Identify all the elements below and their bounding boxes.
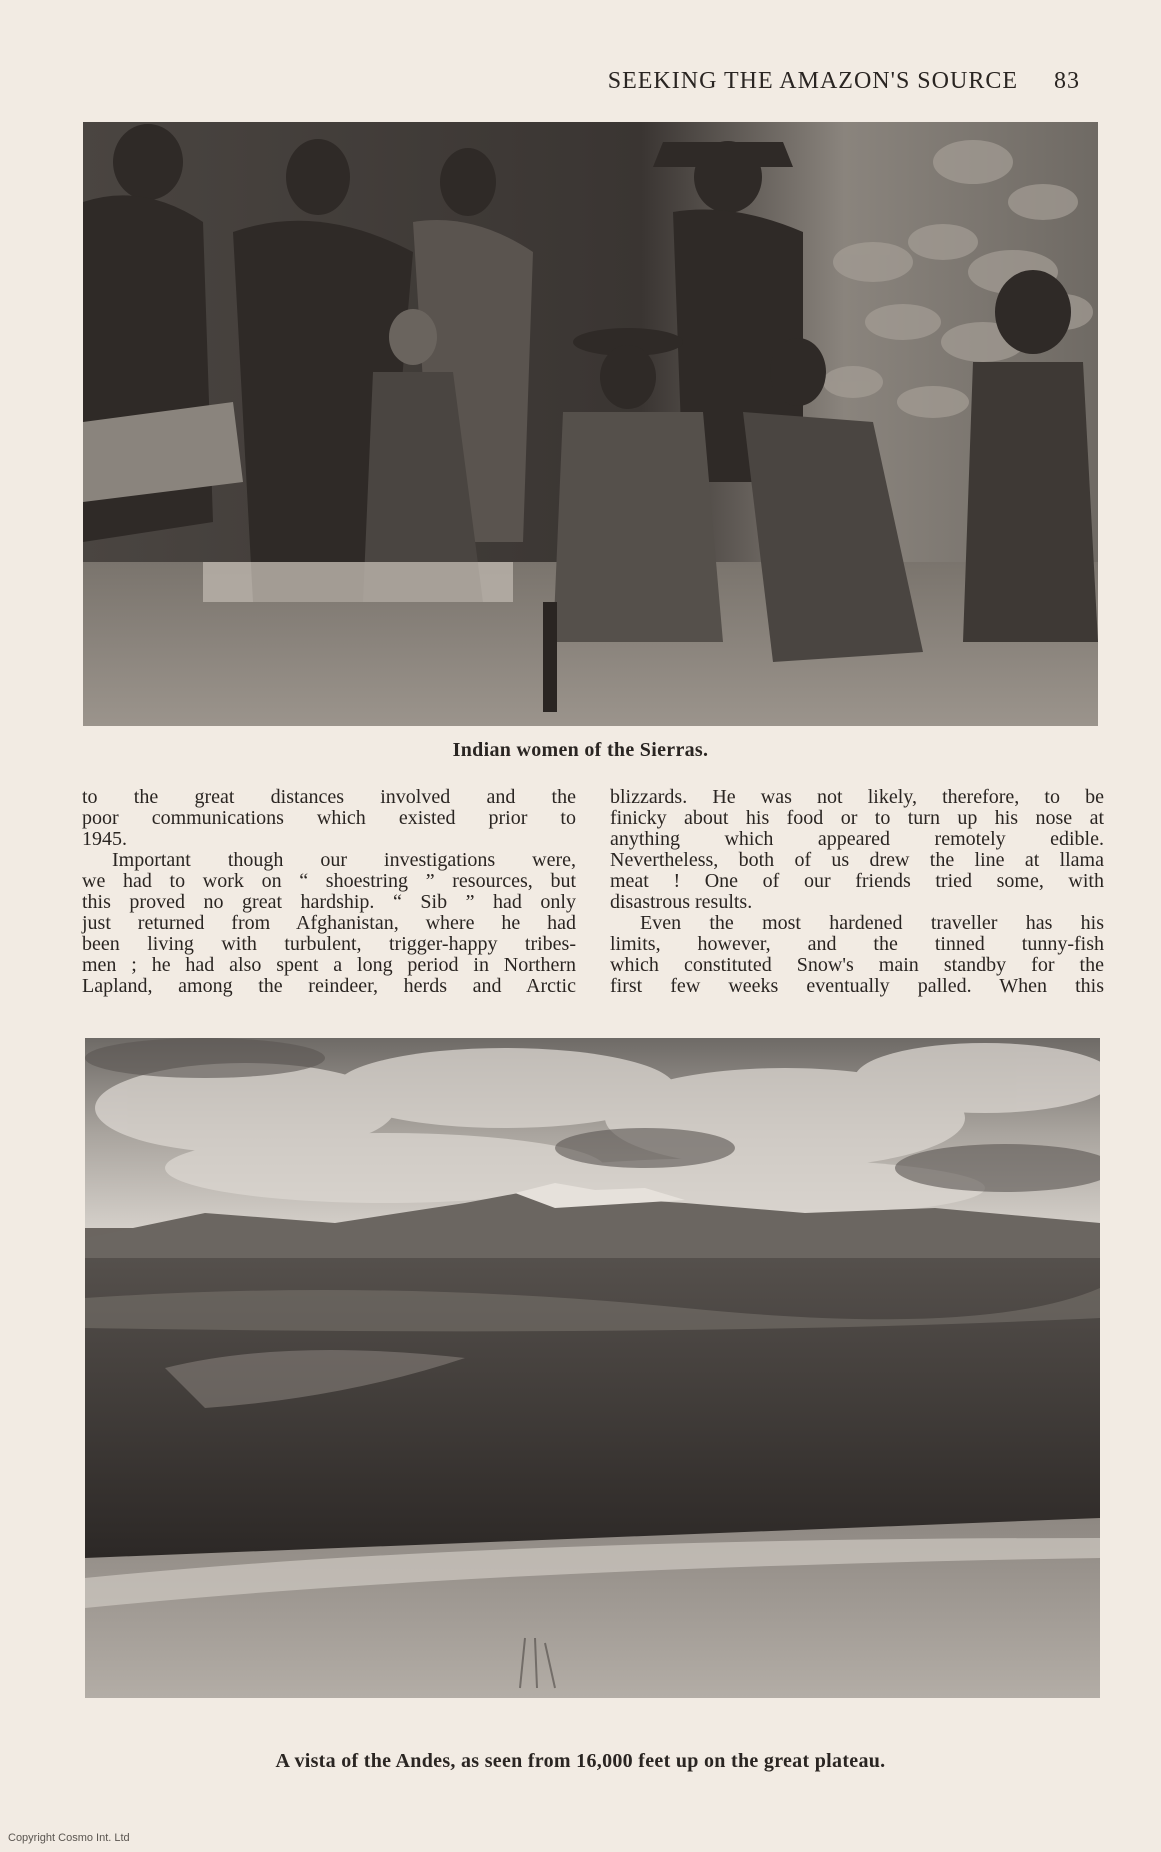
text-line: this proved no great hardship. “ Sib ” had only [82, 891, 576, 913]
text-line: anything which appeared remotely edible. [610, 828, 1104, 850]
text-line: been living with turbulent, trigger-happy tribes- [82, 933, 576, 955]
paragraph [82, 850, 576, 997]
paragraph [610, 913, 1104, 997]
paragraph [82, 787, 576, 850]
text-line: first few weeks eventually palled. When this [610, 975, 1104, 997]
text-line: 1945. [82, 828, 127, 850]
running-header [500, 68, 1080, 95]
text-line: disastrous results. [610, 891, 753, 913]
text-line: limits, however, and the tinned tunny-fish [610, 933, 1104, 955]
photo-andes-vista [85, 1038, 1100, 1698]
text-column-left [82, 787, 576, 997]
text-column-right [610, 787, 1104, 997]
text-line: which constituted Snow's main standby for the [610, 954, 1104, 976]
text-line: poor communications which existed prior to [82, 807, 576, 829]
page-number: 83 [1054, 68, 1080, 94]
text-line: Nevertheless, both of us drew the line at llama [610, 849, 1104, 871]
text-line: Lapland, among the reindeer, herds and Arctic [82, 975, 576, 997]
text-line: just returned from Afghanistan, where he had [82, 912, 576, 934]
running-title: SEEKING THE AMAZON'S SOURCE [607, 68, 1018, 94]
caption-indian-women: Indian women of the Sierras. [452, 739, 709, 761]
text-line: Even the most hardened traveller has his [640, 912, 1104, 934]
text-line: men ; he had also spent a long period in Northern [82, 954, 576, 976]
photo-indian-women [83, 122, 1098, 726]
text-line: finicky about his food or to turn up his nose at [610, 807, 1104, 829]
paragraph [610, 787, 1104, 913]
caption-andes-vista: A vista of the Andes, as seen from 16,000 feet up on the great plateau. [275, 1750, 886, 1772]
text-line: Important though our investigations were, [112, 849, 576, 871]
copyright-watermark: Copyright Cosmo Int. Ltd [8, 1832, 130, 1844]
text-line: we had to work on “ shoestring ” resources, but [82, 870, 576, 892]
text-line: to the great distances involved and the [82, 786, 576, 808]
text-line: meat ! One of our friends tried some, with [610, 870, 1104, 892]
text-line: blizzards. He was not likely, therefore, to be [610, 786, 1104, 808]
